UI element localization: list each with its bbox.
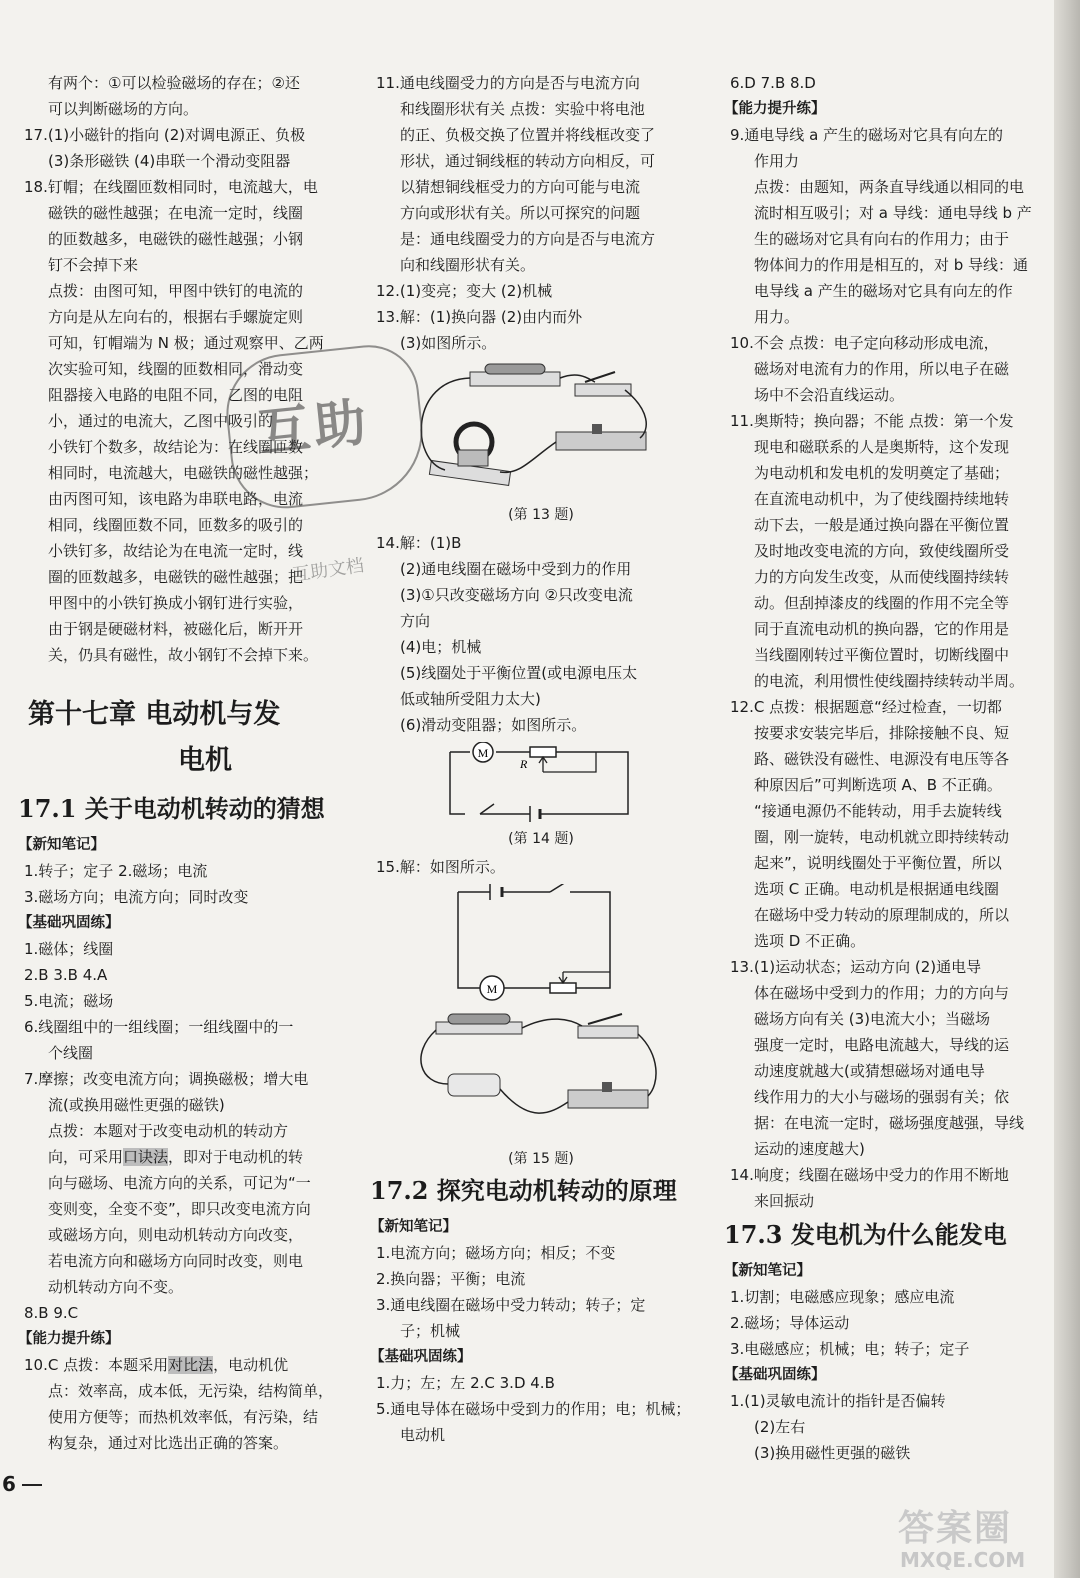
switch-base bbox=[578, 1026, 638, 1038]
rheostat bbox=[556, 432, 646, 450]
text-line: 向与磁场、电流方向的关系，可记为“一 bbox=[48, 1174, 311, 1192]
text-line: 和线圈形状有关 点拨：实验中将电池 bbox=[400, 100, 645, 118]
heading-new-knowledge: 【新知笔记】 bbox=[724, 1263, 811, 1279]
text-line: 次实验可知，线圈的匝数相同，滑动变 bbox=[48, 360, 304, 378]
coil bbox=[458, 450, 488, 466]
text-line: 7.摩擦；改变电流方向；调换磁极；增大电 bbox=[24, 1070, 309, 1088]
text-line: 方向是从左向右的，根据右手螺旋定则 bbox=[48, 308, 304, 326]
text-line: (3)换用磁性更强的磁铁 bbox=[754, 1444, 911, 1462]
text-line: 用力。 bbox=[754, 308, 800, 326]
motor-label: M bbox=[477, 746, 489, 760]
text-line: 当线圈刚转过平衡位置时，切断线圈中 bbox=[754, 646, 1010, 664]
text-line: 场中不会沿直线运动。 bbox=[754, 386, 905, 404]
column-middle bbox=[370, 70, 712, 1448]
motor bbox=[448, 1074, 500, 1096]
text-line: 的电流，利用惯性使线圈持续转动半周。 bbox=[754, 672, 1025, 690]
text-line: 磁场方向有关 (3)电流大小；当磁场 bbox=[754, 1010, 991, 1028]
text-line: 据：在电流一定时，磁场强度越强，导线 bbox=[754, 1114, 1025, 1132]
text-line: 5.电流；磁场 bbox=[24, 992, 114, 1010]
text-line: 现电和磁联系的人是奥斯特，这个发现 bbox=[754, 438, 1010, 456]
section-title-17-3: 17.3 发电机为什么能发电 bbox=[724, 1220, 1007, 1249]
chapter-title-line2: 电机 bbox=[178, 745, 232, 776]
text-line: 构复杂，通过对比选出正确的答案。 bbox=[48, 1434, 289, 1452]
text-line: 以猜想铜线框受力的方向可能与电流 bbox=[400, 178, 641, 196]
text-line: 圈的匝数越多，电磁铁的磁性越强；把 bbox=[48, 568, 304, 586]
column-left bbox=[18, 70, 360, 1456]
section-title-17-2: 17.2 探究电动机转动的原理 bbox=[370, 1176, 677, 1205]
text-line: 可以判断磁场的方向。 bbox=[48, 100, 199, 118]
figure-14-circuit bbox=[370, 742, 712, 824]
text-line bbox=[18, 1144, 360, 1170]
chapter-title-line1: 第十七章 电动机与发 bbox=[28, 699, 281, 730]
text-line: 路、磁铁没有磁性、电源没有电压等各 bbox=[754, 750, 1010, 768]
text-span: ，即对于电动机的转 bbox=[168, 1148, 304, 1166]
text-line: 3.通电线圈在磁场中受力转动；转子；定 bbox=[376, 1296, 646, 1314]
text-line: 选项 C 正确。电动机是根据通电线圈 bbox=[754, 880, 1000, 898]
text-line: 钉不会掉下来 bbox=[48, 256, 139, 274]
text-line: 小，通过的电流大，乙图中吸引的 bbox=[48, 412, 274, 430]
switch-symbol bbox=[550, 884, 566, 892]
answer-12: 12.C 点拨：根据题意“经过检查，一切都 bbox=[730, 698, 1002, 716]
text-line: 2.B 3.B 4.A bbox=[24, 966, 108, 984]
text-line: 为电动机和发电机的发明奠定了基础； bbox=[754, 464, 1010, 482]
switch-base bbox=[575, 384, 631, 396]
text-line: 1.切割；电磁感应现象；感应电流 bbox=[730, 1288, 955, 1306]
answer-10 bbox=[18, 1352, 360, 1378]
text-line: 相同，线圈匝数不同，匝数多的吸引的 bbox=[48, 516, 304, 534]
motor-label: M bbox=[486, 982, 498, 996]
text-line: 电导线 a 产生的磁场对它具有向左的作 bbox=[754, 282, 1013, 300]
answer-14: 14.响度；线圈在磁场中受力的作用不断地 bbox=[730, 1166, 1009, 1184]
figure-caption: (第 13 题) bbox=[508, 507, 574, 523]
text-line: 方向 bbox=[400, 612, 431, 630]
text-line: 变则变，全变不变”，即只改变电流方向 bbox=[48, 1200, 311, 1218]
text-line: (3)如图所示。 bbox=[400, 334, 497, 352]
switch-lever bbox=[588, 1014, 622, 1024]
text-span: 向，可采用 bbox=[48, 1148, 124, 1166]
text-line: 种原因后”可判断选项 A、B 不正确。 bbox=[754, 776, 1002, 794]
text-line: 线作用力的大小与磁场的强弱有关；依 bbox=[754, 1088, 1010, 1106]
text-line: 的匝数越多，电磁铁的磁性越强；小钢 bbox=[48, 230, 304, 248]
text-line: 电动机 bbox=[400, 1426, 446, 1444]
resistor-symbol bbox=[550, 983, 576, 993]
heading-ability: 【能力提升练】 bbox=[724, 101, 826, 117]
answer-13: 13.(1)运动状态；运动方向 (2)通电导 bbox=[730, 958, 982, 976]
hint-line: 点拨：本题对于改变电动机的转动方 bbox=[48, 1122, 289, 1140]
text-line: 磁场对电流有力的作用，所以电子在磁 bbox=[754, 360, 1010, 378]
battery bbox=[448, 1014, 510, 1024]
text-line: 及时地改变电流的方向，致使线圈所受 bbox=[754, 542, 1010, 560]
text-line: 1.转子；定子 2.磁场；电流 bbox=[24, 862, 208, 880]
answer-17: 17.(1)小磁针的指向 (2)对调电源正、负极 bbox=[24, 126, 306, 144]
highlight-method: 口诀法 bbox=[123, 1148, 169, 1166]
text-line: 1.电流方向；磁场方向；相反；不变 bbox=[376, 1244, 616, 1262]
text-line: 小铁钉个数多，故结论为：在线圈匝数 bbox=[48, 438, 304, 456]
text-line: 流(或换用磁性更强的磁铁) bbox=[48, 1096, 225, 1114]
text-line: (2)左右 bbox=[754, 1418, 806, 1436]
answer-12: 12.(1)变亮；变大 (2)机械 bbox=[376, 282, 553, 300]
figure-caption: (第 15 题) bbox=[508, 1151, 574, 1167]
text-line: 强度一定时，电路电流越大，导线的运 bbox=[754, 1036, 1010, 1054]
text-line: 6.D 7.B 8.D bbox=[730, 74, 816, 92]
page-edge bbox=[1054, 0, 1080, 1578]
text-line: “接通电源仍不能转动，用手去旋转线 bbox=[754, 802, 1002, 820]
text-line: 形状，通过铜线框的转动方向相反，可 bbox=[400, 152, 656, 170]
text-line: 1.磁体；线圈 bbox=[24, 940, 114, 958]
figure-caption: (第 14 题) bbox=[508, 831, 574, 847]
text-line: 2.磁场；导体运动 bbox=[730, 1314, 850, 1332]
text-line: 动下去，一般是通过换向器在平衡位置 bbox=[754, 516, 1010, 534]
text-line: 1.力；左；左 2.C 3.D 4.B bbox=[376, 1374, 555, 1392]
text-line: 力的方向发生改变，从而使线圈持续转 bbox=[754, 568, 1010, 586]
page-number: 6 bbox=[2, 1472, 16, 1496]
rheostat bbox=[568, 1090, 648, 1108]
answer-18: 18.钉帽；在线圈匝数相同时，电流越大，电 bbox=[24, 178, 318, 196]
text-line: (4)电；机械 bbox=[400, 638, 482, 656]
figure-15-diagrams bbox=[370, 884, 712, 1144]
text-line: 运动的速度越大) bbox=[754, 1140, 865, 1158]
text-line: 流时相互吸引；对 a 导线：通电导线 b 产 bbox=[754, 204, 1032, 222]
text-line: 小铁钉多，故结论为在电流一定时，线 bbox=[48, 542, 304, 560]
text-line: 起来”，说明线圈处于平衡位置，所以 bbox=[754, 854, 1002, 872]
text-line: 点：效率高，成本低，无污染，结构简单， bbox=[48, 1382, 334, 1400]
text-line: 在直流电动机中，为了使线圈持续地转 bbox=[754, 490, 1010, 508]
resistor-label: R bbox=[520, 757, 528, 771]
text-line: 3.电磁感应；机械；电；转子；定子 bbox=[730, 1340, 970, 1358]
text-line: (6)滑动变阻器；如图所示。 bbox=[400, 716, 587, 734]
text-line: 1.(1)灵敏电流计的指针是否偏转 bbox=[730, 1392, 946, 1410]
heading-ability: 【能力提升练】 bbox=[18, 1331, 120, 1347]
section-title-17-1: 17.1 关于电动机转动的猜想 bbox=[18, 794, 325, 823]
text-line: 阻器接入电路的电阻不同，乙图的电阻 bbox=[48, 386, 304, 404]
text-line: (3)①只改变磁场方向 ②只改变电流 bbox=[400, 586, 633, 604]
heading-basic-practice: 【基础巩固练】 bbox=[370, 1349, 472, 1365]
text-line: 甲图中的小铁钉换成小钢钉进行实验， bbox=[48, 594, 304, 612]
text-line: 体在磁场中受到力的作用；力的方向与 bbox=[754, 984, 1010, 1002]
figure-14 bbox=[370, 742, 712, 850]
text-line: (2)通电线圈在磁场中受到力的作用 bbox=[400, 560, 632, 578]
text-line: 3.磁场方向；电流方向；同时改变 bbox=[24, 888, 249, 906]
text-line: 来回振动 bbox=[754, 1192, 815, 1210]
text-line: 若电流方向和磁场方向同时改变，则电 bbox=[48, 1252, 304, 1270]
watermark-stamp-text: 互助 bbox=[255, 392, 373, 464]
hint-line: 点拨：由题知，两条直导线通以相同的电 bbox=[754, 178, 1025, 196]
rheostat-slider bbox=[592, 424, 602, 434]
answer-11: 11.奥斯特；换向器；不能 点拨：第一个发 bbox=[730, 412, 1014, 430]
text-line: 在磁场中受力转动的原理制成的，所以 bbox=[754, 906, 1010, 924]
text-line: 2.换向器；平衡；电流 bbox=[376, 1270, 526, 1288]
switch-lever bbox=[585, 372, 615, 382]
slider-wire bbox=[559, 972, 610, 983]
text-line: 作用力 bbox=[754, 152, 800, 170]
text-line: 向和线圈形状有关。 bbox=[400, 256, 536, 274]
text-line: 动机转动方向不变。 bbox=[48, 1278, 184, 1296]
text-line: 动。但刮掉漆皮的线圈的作用不完全等 bbox=[754, 594, 1010, 612]
circuit-wires bbox=[458, 892, 610, 988]
column-right bbox=[724, 70, 1044, 1466]
hint-line: 点拨：由图可知，甲图中铁钉的电流的 bbox=[48, 282, 304, 300]
text-line: 磁铁的磁性越强；在电流一定时，线圈 bbox=[48, 204, 304, 222]
heading-basic-practice: 【基础巩固练】 bbox=[724, 1367, 826, 1383]
text-line: 按要求安装完毕后，排除接触不良、短 bbox=[754, 724, 1010, 742]
answer-15: 15.解：如图所示。 bbox=[376, 858, 505, 876]
text-line: (3)条形磁铁 (4)串联一个滑动变阻器 bbox=[48, 152, 291, 170]
text-line: 动速度就越大(或猜想磁场对通电导 bbox=[754, 1062, 985, 1080]
answer-13: 13.解：(1)换向器 (2)由内而外 bbox=[376, 308, 583, 326]
text-line: 由于钢是硬磁材料，被磁化后，断开开 bbox=[48, 620, 304, 638]
page-number-rule bbox=[22, 1484, 42, 1486]
switch-symbol bbox=[480, 804, 494, 814]
text-line: 6.线圈组中的一组线圈；一组线圈中的一 bbox=[24, 1018, 294, 1036]
text-line: 选项 D 不正确。 bbox=[754, 932, 866, 950]
text-line: 有两个：①可以检验磁场的存在；②还 bbox=[48, 74, 300, 92]
site-logo: 答案圈 bbox=[898, 1508, 1013, 1549]
text-line: 的正、负极交换了位置并将线框改变了 bbox=[400, 126, 656, 144]
text-line: 5.通电导体在磁场中受到力的作用；电；机械； bbox=[376, 1400, 691, 1418]
text-line: 同于直流电动机的换向器，它的作用是 bbox=[754, 620, 1010, 638]
text-line: 相同时，电流越大，电磁铁的磁性越强； bbox=[48, 464, 319, 482]
text-span: ，电动机优 bbox=[213, 1356, 289, 1374]
text-line: 可知，钉帽端为 N 极；通过观察甲、乙两 bbox=[48, 334, 324, 352]
heading-basic-practice: 【基础巩固练】 bbox=[18, 915, 120, 931]
text-line: 低或轴所受阻力太大) bbox=[400, 690, 541, 708]
answer-9: 9.通电导线 a 产生的磁场对它具有向左的 bbox=[730, 126, 1004, 144]
answer-14: 14.解：(1)B bbox=[376, 534, 462, 552]
text-line: 使用方便等；而热机效率低，有污染，结 bbox=[48, 1408, 319, 1426]
text-line: 关，仍具有磁性，故小钢钉不会掉下来。 bbox=[48, 646, 319, 664]
text-line: 8.B 9.C bbox=[24, 1304, 79, 1322]
text-line: 是：通电线圈受力的方向是否与电流方 bbox=[400, 230, 656, 248]
text-line: 个线圈 bbox=[48, 1044, 94, 1062]
heading-new-knowledge: 【新知笔记】 bbox=[370, 1219, 457, 1235]
text-line: 子；机械 bbox=[400, 1322, 461, 1340]
battery bbox=[485, 364, 545, 374]
highlight-method: 对比法 bbox=[168, 1356, 214, 1374]
text-span: 10.C 点拨：本题采用 bbox=[24, 1356, 169, 1374]
site-url: MXQE.COM bbox=[900, 1548, 1026, 1572]
rheostat-slider bbox=[602, 1082, 612, 1092]
figure-15 bbox=[370, 884, 712, 1170]
answer-10: 10.不会 点拨：电子定向移动形成电流， bbox=[730, 334, 999, 352]
resistor-symbol bbox=[530, 747, 556, 757]
text-line: 圈，刚一旋转，电动机就立即持续转动 bbox=[754, 828, 1010, 846]
text-line: 或磁场方向，则电动机转动方向改变， bbox=[48, 1226, 304, 1244]
text-line: 生的磁场对它具有向右的作用力；由于 bbox=[754, 230, 1010, 248]
watermark-text: 互助文档 bbox=[291, 555, 366, 586]
heading-new-knowledge: 【新知笔记】 bbox=[18, 837, 105, 853]
text-line: 物体间力的作用是相互的，对 b 导线：通 bbox=[754, 256, 1029, 274]
chapter-title bbox=[28, 692, 360, 784]
circuit-wires bbox=[450, 752, 628, 814]
answer-11: 11.通电线圈受力的方向是否与电流方向 bbox=[376, 74, 640, 92]
text-line: 由丙图可知，该电路为串联电路，电流 bbox=[48, 490, 304, 508]
text-line: 方向或形状有关。所以可探究的问题 bbox=[400, 204, 641, 222]
text-line: (5)线圈处于平衡位置(或电源电压太 bbox=[400, 664, 638, 682]
